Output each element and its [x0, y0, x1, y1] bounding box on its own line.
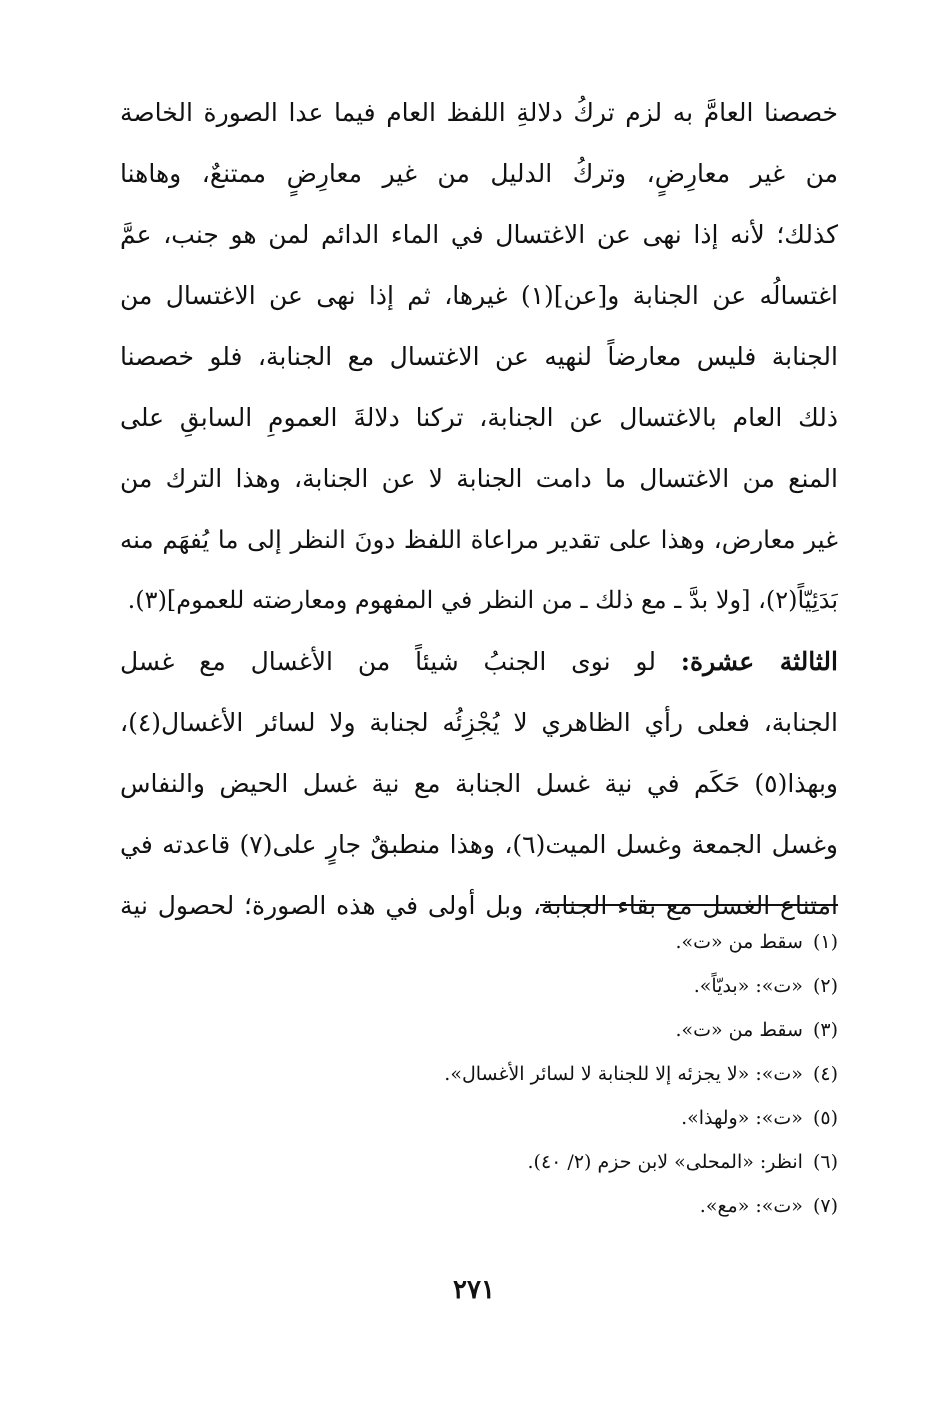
page-number: ٢٧١ [453, 1275, 495, 1305]
footnote-text: «ت»: «ولهذا». [681, 1107, 803, 1129]
footnote-item [278, 920, 838, 964]
footnote-divider [540, 904, 838, 906]
main-text [120, 82, 838, 936]
footnote-text: «ت»: «بديّاً». [693, 975, 803, 997]
footnote-item [278, 1008, 838, 1052]
section-first-line [120, 631, 838, 692]
footnote-number: (٧) [812, 1195, 838, 1217]
text-line-8: غير معارض، وهذا على تقدير مراعاة اللفظ دونَ النظر إلى ما يُفهَم منه [120, 525, 838, 554]
section-line-5: امتناع الغسل مع بقاء الجنابة، وبل أولى في هذه الصورة؛ لحصول نية [120, 891, 838, 920]
footnote-item [278, 1052, 838, 1096]
section-line-3: وبهذا(٥) حَكَم في نية غسل الجنابة مع نية غسل الحيض والنفاس [120, 769, 838, 798]
footnote-item [278, 1140, 838, 1184]
footnote-number: (٣) [812, 1019, 838, 1041]
footnote-text: انظر: «المحلى» لابن حزم (٢/ ٤٠). [527, 1151, 803, 1173]
section-line-1: لو نوى الجنبُ شيئاً من الأغسال مع غسل [120, 647, 656, 676]
section-line-4: وغسل الجمعة وغسل الميت(٦)، وهذا منطبقٌ جارٍ على(٧) قاعدته في [120, 830, 838, 859]
footnote-number: (٦) [812, 1151, 838, 1173]
footnote-text: «ت»: «لا يجزئه إلا للجنابة لا لسائر الأغسال». [444, 1063, 803, 1085]
text-line-1: خصصنا العامَّ به لزم تركُ دلالةِ اللفظ العام فيما عدا الصورة الخاصة [120, 98, 838, 127]
footnote-number: (٢) [812, 975, 838, 997]
footnote-number: (٤) [812, 1063, 838, 1085]
section-heading: الثالثة عشرة: [680, 647, 838, 676]
footnote-text: «ت»: «مع». [699, 1195, 803, 1217]
footnote-number: (١) [812, 931, 838, 953]
section-line-2: الجنابة، فعلى رأي الظاهري لا يُجْزِئُه لجنابة ولا لسائر الأغسال(٤)، [120, 708, 838, 737]
footnotes-list [278, 920, 838, 1228]
footnote-number: (٥) [812, 1107, 838, 1129]
text-line-2: من غير معارِضٍ، وتركُ الدليل من غير معارِضٍ ممتنعٌ، وهاهنا [120, 159, 838, 188]
footnote-item [278, 964, 838, 1008]
text-line-7: المنع من الاغتسال ما دامت الجنابة لا عن الجنابة، وهذا الترك من [120, 464, 838, 493]
text-line-5: الجنابة فليس معارضاً لنهيه عن الاغتسال مع الجنابة، فلو خصصنا [120, 342, 838, 371]
text-line-4: اغتسالُه عن الجنابة و[عن](١) غيرها، ثم إذا نهى عن الاغتسال من [120, 281, 838, 310]
text-line-6: ذلك العام بالاغتسال عن الجنابة، تركنا دلالةَ العمومِ السابقِ على [120, 403, 838, 432]
footnote-text: سقط من «ت». [675, 1019, 803, 1041]
text-line-3: كذلك؛ لأنه إذا نهى عن الاغتسال في الماء الدائم لمن هو جنب، عمَّ [120, 220, 838, 249]
text-line-9: بَدَئِيّاً(٢)، [ولا بدَّ ـ مع ذلك ـ من النظر في المفهوم ومعارضته للعموم](٣). [127, 586, 838, 614]
footnote-item [278, 1184, 838, 1228]
footnote-item [278, 1096, 838, 1140]
footnote-text: سقط من «ت». [675, 931, 803, 953]
